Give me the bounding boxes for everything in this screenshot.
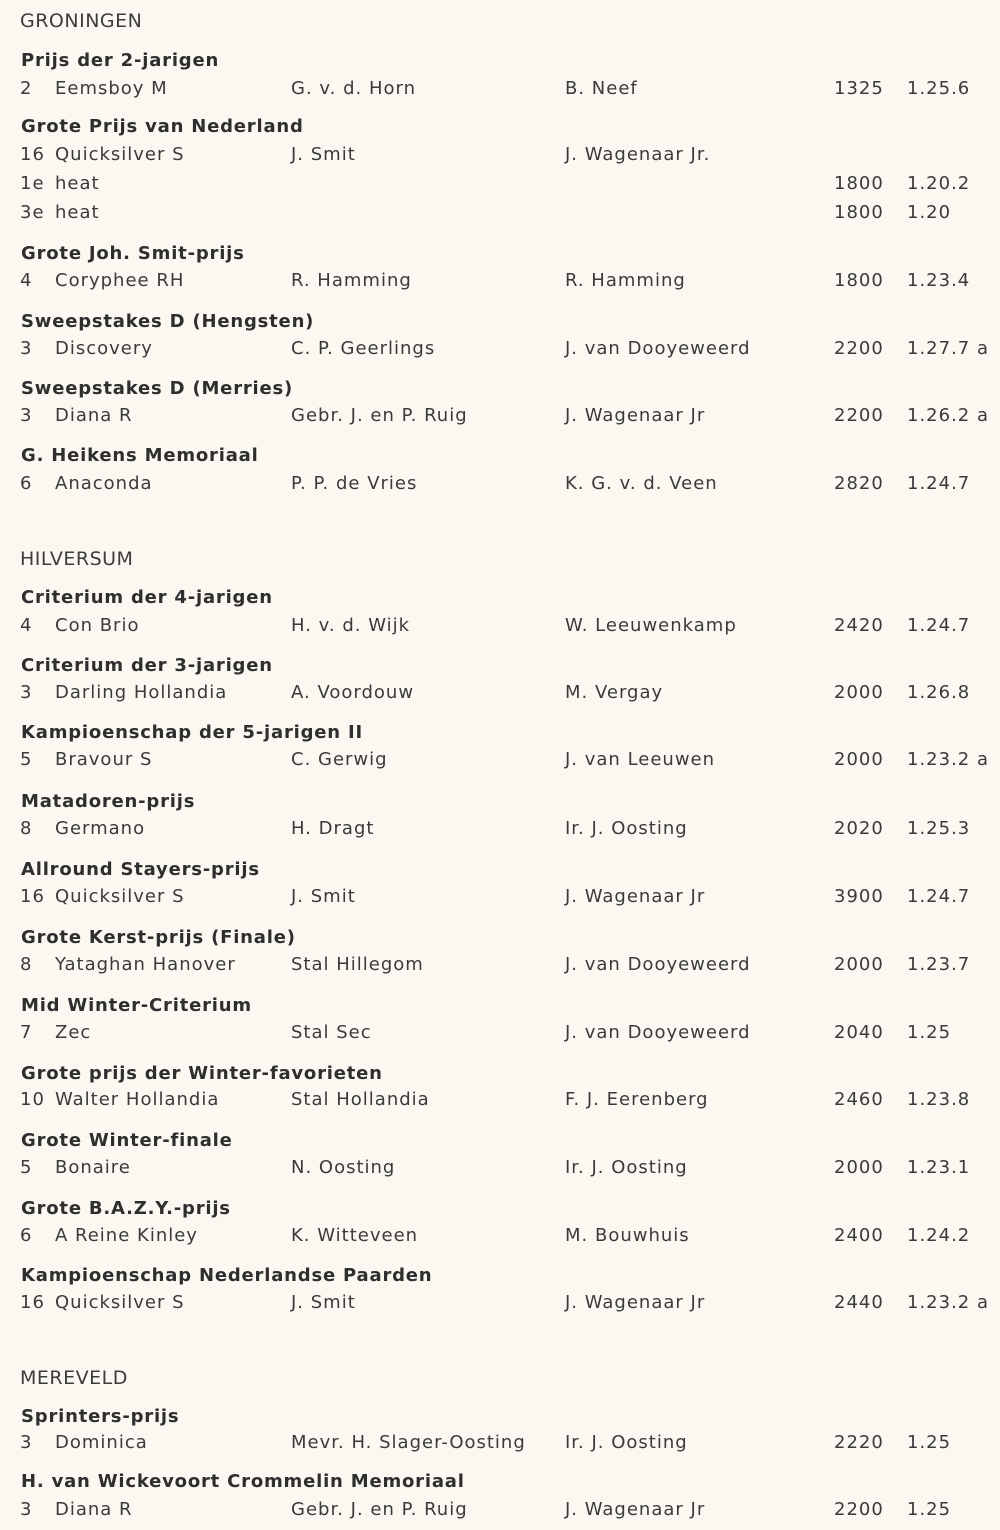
- owner-name: H. Dragt: [291, 818, 375, 839]
- owner-name: Stal Sec: [291, 1022, 372, 1043]
- result-row: [0, 682, 1000, 706]
- race-title: Grote Kerst-prijs (Finale): [21, 927, 296, 948]
- time: 1.24.7: [907, 473, 971, 494]
- horse-name: Darling Hollandia: [55, 682, 228, 703]
- owner-name: P. P. de Vries: [291, 473, 418, 494]
- owner-name: G. v. d. Horn: [291, 78, 416, 99]
- result-row: [0, 749, 1000, 773]
- race-title: Allround Stayers-prijs: [21, 859, 260, 880]
- driver-name: W. Leeuwenkamp: [565, 615, 737, 636]
- result-row: [0, 78, 1000, 102]
- time: 1.23.7: [907, 954, 971, 975]
- horse-name: Coryphee RH: [55, 270, 185, 291]
- time: 1.27.7: [907, 338, 971, 359]
- start-number: 2: [20, 78, 33, 99]
- horse-name: A Reine Kinley: [55, 1225, 198, 1246]
- time: 1.23.8: [907, 1089, 971, 1110]
- horse-name: Quicksilver S: [55, 144, 185, 165]
- distance: 2040: [834, 1022, 884, 1043]
- driver-name: K. G. v. d. Veen: [565, 473, 718, 494]
- race-title: Sweepstakes D (Hengsten): [21, 311, 315, 332]
- race-title: Sweepstakes D (Merries): [21, 378, 294, 399]
- race-title: Matadoren-prijs: [21, 791, 196, 812]
- owner-name: H. v. d. Wijk: [291, 615, 411, 636]
- heat-label: heat: [55, 173, 100, 194]
- distance: 2220: [834, 1432, 884, 1453]
- flag: a: [977, 338, 990, 359]
- driver-name: J. Wagenaar Jr.: [565, 144, 711, 165]
- owner-name: Gebr. J. en P. Ruig: [291, 405, 468, 426]
- race-title: H. van Wickevoort Crommelin Memoriaal: [21, 1471, 465, 1492]
- result-row: [0, 173, 1000, 197]
- owner-name: J. Smit: [291, 886, 356, 907]
- owner-name: J. Smit: [291, 1292, 356, 1313]
- horse-name: Discovery: [55, 338, 153, 359]
- driver-name: J. Wagenaar Jr: [565, 1499, 706, 1520]
- result-row: [0, 473, 1000, 497]
- flag: a: [977, 1292, 990, 1313]
- time: 1.25.6: [907, 78, 971, 99]
- driver-name: B. Neef: [565, 78, 638, 99]
- owner-name: Mevr. H. Slager-Oosting: [291, 1432, 526, 1453]
- time: 1.25: [907, 1022, 952, 1043]
- time: 1.26.8: [907, 682, 971, 703]
- result-row: [0, 405, 1000, 429]
- driver-name: R. Hamming: [565, 270, 686, 291]
- start-number: 3: [20, 405, 33, 426]
- distance: 1800: [834, 202, 884, 223]
- distance: 2200: [834, 1499, 884, 1520]
- distance: 2400: [834, 1225, 884, 1246]
- driver-name: Ir. J. Oosting: [565, 1432, 688, 1453]
- flag: a: [977, 405, 990, 426]
- owner-name: Stal Hollandia: [291, 1089, 430, 1110]
- start-number: 7: [20, 1022, 33, 1043]
- race-title: Criterium der 4-jarigen: [21, 587, 273, 608]
- time: 1.23.2: [907, 749, 971, 770]
- race-title: Mid Winter-Criterium: [21, 995, 252, 1016]
- distance: 2820: [834, 473, 884, 494]
- driver-name: M. Vergay: [565, 682, 664, 703]
- race-title: Grote B.A.Z.Y.-prijs: [21, 1198, 231, 1219]
- result-row: [0, 1292, 1000, 1316]
- horse-name: Bravour S: [55, 749, 153, 770]
- result-row: [0, 1089, 1000, 1113]
- time: 1.26.2: [907, 405, 971, 426]
- horse-name: Walter Hollandia: [55, 1089, 220, 1110]
- race-title: Kampioenschap der 5-jarigen II: [21, 722, 363, 743]
- start-number: 4: [20, 615, 33, 636]
- time: 1.24.7: [907, 615, 971, 636]
- time: 1.24.7: [907, 886, 971, 907]
- horse-name: Zec: [55, 1022, 92, 1043]
- result-row: [0, 1225, 1000, 1249]
- result-row: [0, 615, 1000, 639]
- driver-name: J. van Dooyeweerd: [565, 954, 751, 975]
- owner-name: J. Smit: [291, 144, 356, 165]
- race-title: Grote prijs der Winter-favorieten: [21, 1063, 383, 1084]
- start-number: 16: [20, 144, 45, 165]
- start-number: 6: [20, 1225, 33, 1246]
- distance: 2020: [834, 818, 884, 839]
- start-number: 5: [20, 1157, 33, 1178]
- horse-name: Anaconda: [55, 473, 153, 494]
- heat-number: 3e: [20, 202, 45, 223]
- owner-name: C. Gerwig: [291, 749, 388, 770]
- result-row: [0, 1157, 1000, 1181]
- distance: 1800: [834, 173, 884, 194]
- distance: 1325: [834, 78, 884, 99]
- start-number: 3: [20, 338, 33, 359]
- start-number: 16: [20, 1292, 45, 1313]
- owner-name: R. Hamming: [291, 270, 412, 291]
- driver-name: M. Bouwhuis: [565, 1225, 690, 1246]
- heat-label: heat: [55, 202, 100, 223]
- horse-name: Yataghan Hanover: [55, 954, 236, 975]
- result-row: [0, 144, 1000, 168]
- horse-name: Diana R: [55, 1499, 133, 1520]
- owner-name: N. Oosting: [291, 1157, 396, 1178]
- result-row: [0, 270, 1000, 294]
- owner-name: Stal Hillegom: [291, 954, 424, 975]
- start-number: 4: [20, 270, 33, 291]
- result-row: [0, 1432, 1000, 1456]
- distance: 2000: [834, 1157, 884, 1178]
- section-title-mereveld: MEREVELD: [20, 1367, 128, 1389]
- result-row: [0, 202, 1000, 226]
- race-title: G. Heikens Memoriaal: [21, 445, 259, 466]
- driver-name: F. J. Eerenberg: [565, 1089, 709, 1110]
- result-row: [0, 818, 1000, 842]
- driver-name: J. Wagenaar Jr: [565, 886, 706, 907]
- start-number: 3: [20, 682, 33, 703]
- driver-name: J. van Leeuwen: [565, 749, 716, 770]
- time: 1.23.4: [907, 270, 971, 291]
- time: 1.20: [907, 202, 952, 223]
- driver-name: J. van Dooyeweerd: [565, 1022, 751, 1043]
- race-title: Sprinters-prijs: [21, 1406, 180, 1427]
- race-title: Grote Winter-finale: [21, 1130, 233, 1151]
- driver-name: Ir. J. Oosting: [565, 1157, 688, 1178]
- result-row: [0, 954, 1000, 978]
- section-title-hilversum: HILVERSUM: [20, 548, 134, 570]
- horse-name: Diana R: [55, 405, 133, 426]
- result-row: [0, 1022, 1000, 1046]
- distance: 2200: [834, 405, 884, 426]
- distance: 2000: [834, 682, 884, 703]
- start-number: 3: [20, 1432, 33, 1453]
- horse-name: Bonaire: [55, 1157, 131, 1178]
- time: 1.25: [907, 1432, 952, 1453]
- distance: 2420: [834, 615, 884, 636]
- distance: 2200: [834, 338, 884, 359]
- race-title: Prijs der 2-jarigen: [21, 50, 220, 71]
- distance: 2460: [834, 1089, 884, 1110]
- distance: 2000: [834, 954, 884, 975]
- owner-name: C. P. Geerlings: [291, 338, 436, 359]
- owner-name: A. Voordouw: [291, 682, 415, 703]
- owner-name: K. Witteveen: [291, 1225, 419, 1246]
- horse-name: Quicksilver S: [55, 886, 185, 907]
- distance: 2440: [834, 1292, 884, 1313]
- flag: a: [977, 749, 990, 770]
- distance: 1800: [834, 270, 884, 291]
- horse-name: Eemsboy M: [55, 78, 168, 99]
- driver-name: J. van Dooyeweerd: [565, 338, 751, 359]
- result-row: [0, 1499, 1000, 1523]
- start-number: 3: [20, 1499, 33, 1520]
- result-row: [0, 338, 1000, 362]
- time: 1.20.2: [907, 173, 971, 194]
- driver-name: J. Wagenaar Jr: [565, 405, 706, 426]
- start-number: 8: [20, 954, 33, 975]
- start-number: 5: [20, 749, 33, 770]
- heat-number: 1e: [20, 173, 45, 194]
- owner-name: Gebr. J. en P. Ruig: [291, 1499, 468, 1520]
- horse-name: Con Brio: [55, 615, 140, 636]
- time: 1.25.3: [907, 818, 971, 839]
- distance: 2000: [834, 749, 884, 770]
- horse-name: Dominica: [55, 1432, 148, 1453]
- time: 1.23.2: [907, 1292, 971, 1313]
- driver-name: J. Wagenaar Jr: [565, 1292, 706, 1313]
- race-title: Grote Prijs van Nederland: [21, 116, 304, 137]
- time: 1.25: [907, 1499, 952, 1520]
- time: 1.23.1: [907, 1157, 971, 1178]
- section-title-groningen: GRONINGEN: [20, 10, 143, 32]
- race-title: Grote Joh. Smit-prijs: [21, 243, 245, 264]
- horse-name: Quicksilver S: [55, 1292, 185, 1313]
- start-number: 6: [20, 473, 33, 494]
- start-number: 16: [20, 886, 45, 907]
- start-number: 8: [20, 818, 33, 839]
- result-row: [0, 886, 1000, 910]
- start-number: 10: [20, 1089, 45, 1110]
- horse-name: Germano: [55, 818, 146, 839]
- time: 1.24.2: [907, 1225, 971, 1246]
- race-title: Kampioenschap Nederlandse Paarden: [21, 1265, 433, 1286]
- driver-name: Ir. J. Oosting: [565, 818, 688, 839]
- distance: 3900: [834, 886, 884, 907]
- race-title: Criterium der 3-jarigen: [21, 655, 273, 676]
